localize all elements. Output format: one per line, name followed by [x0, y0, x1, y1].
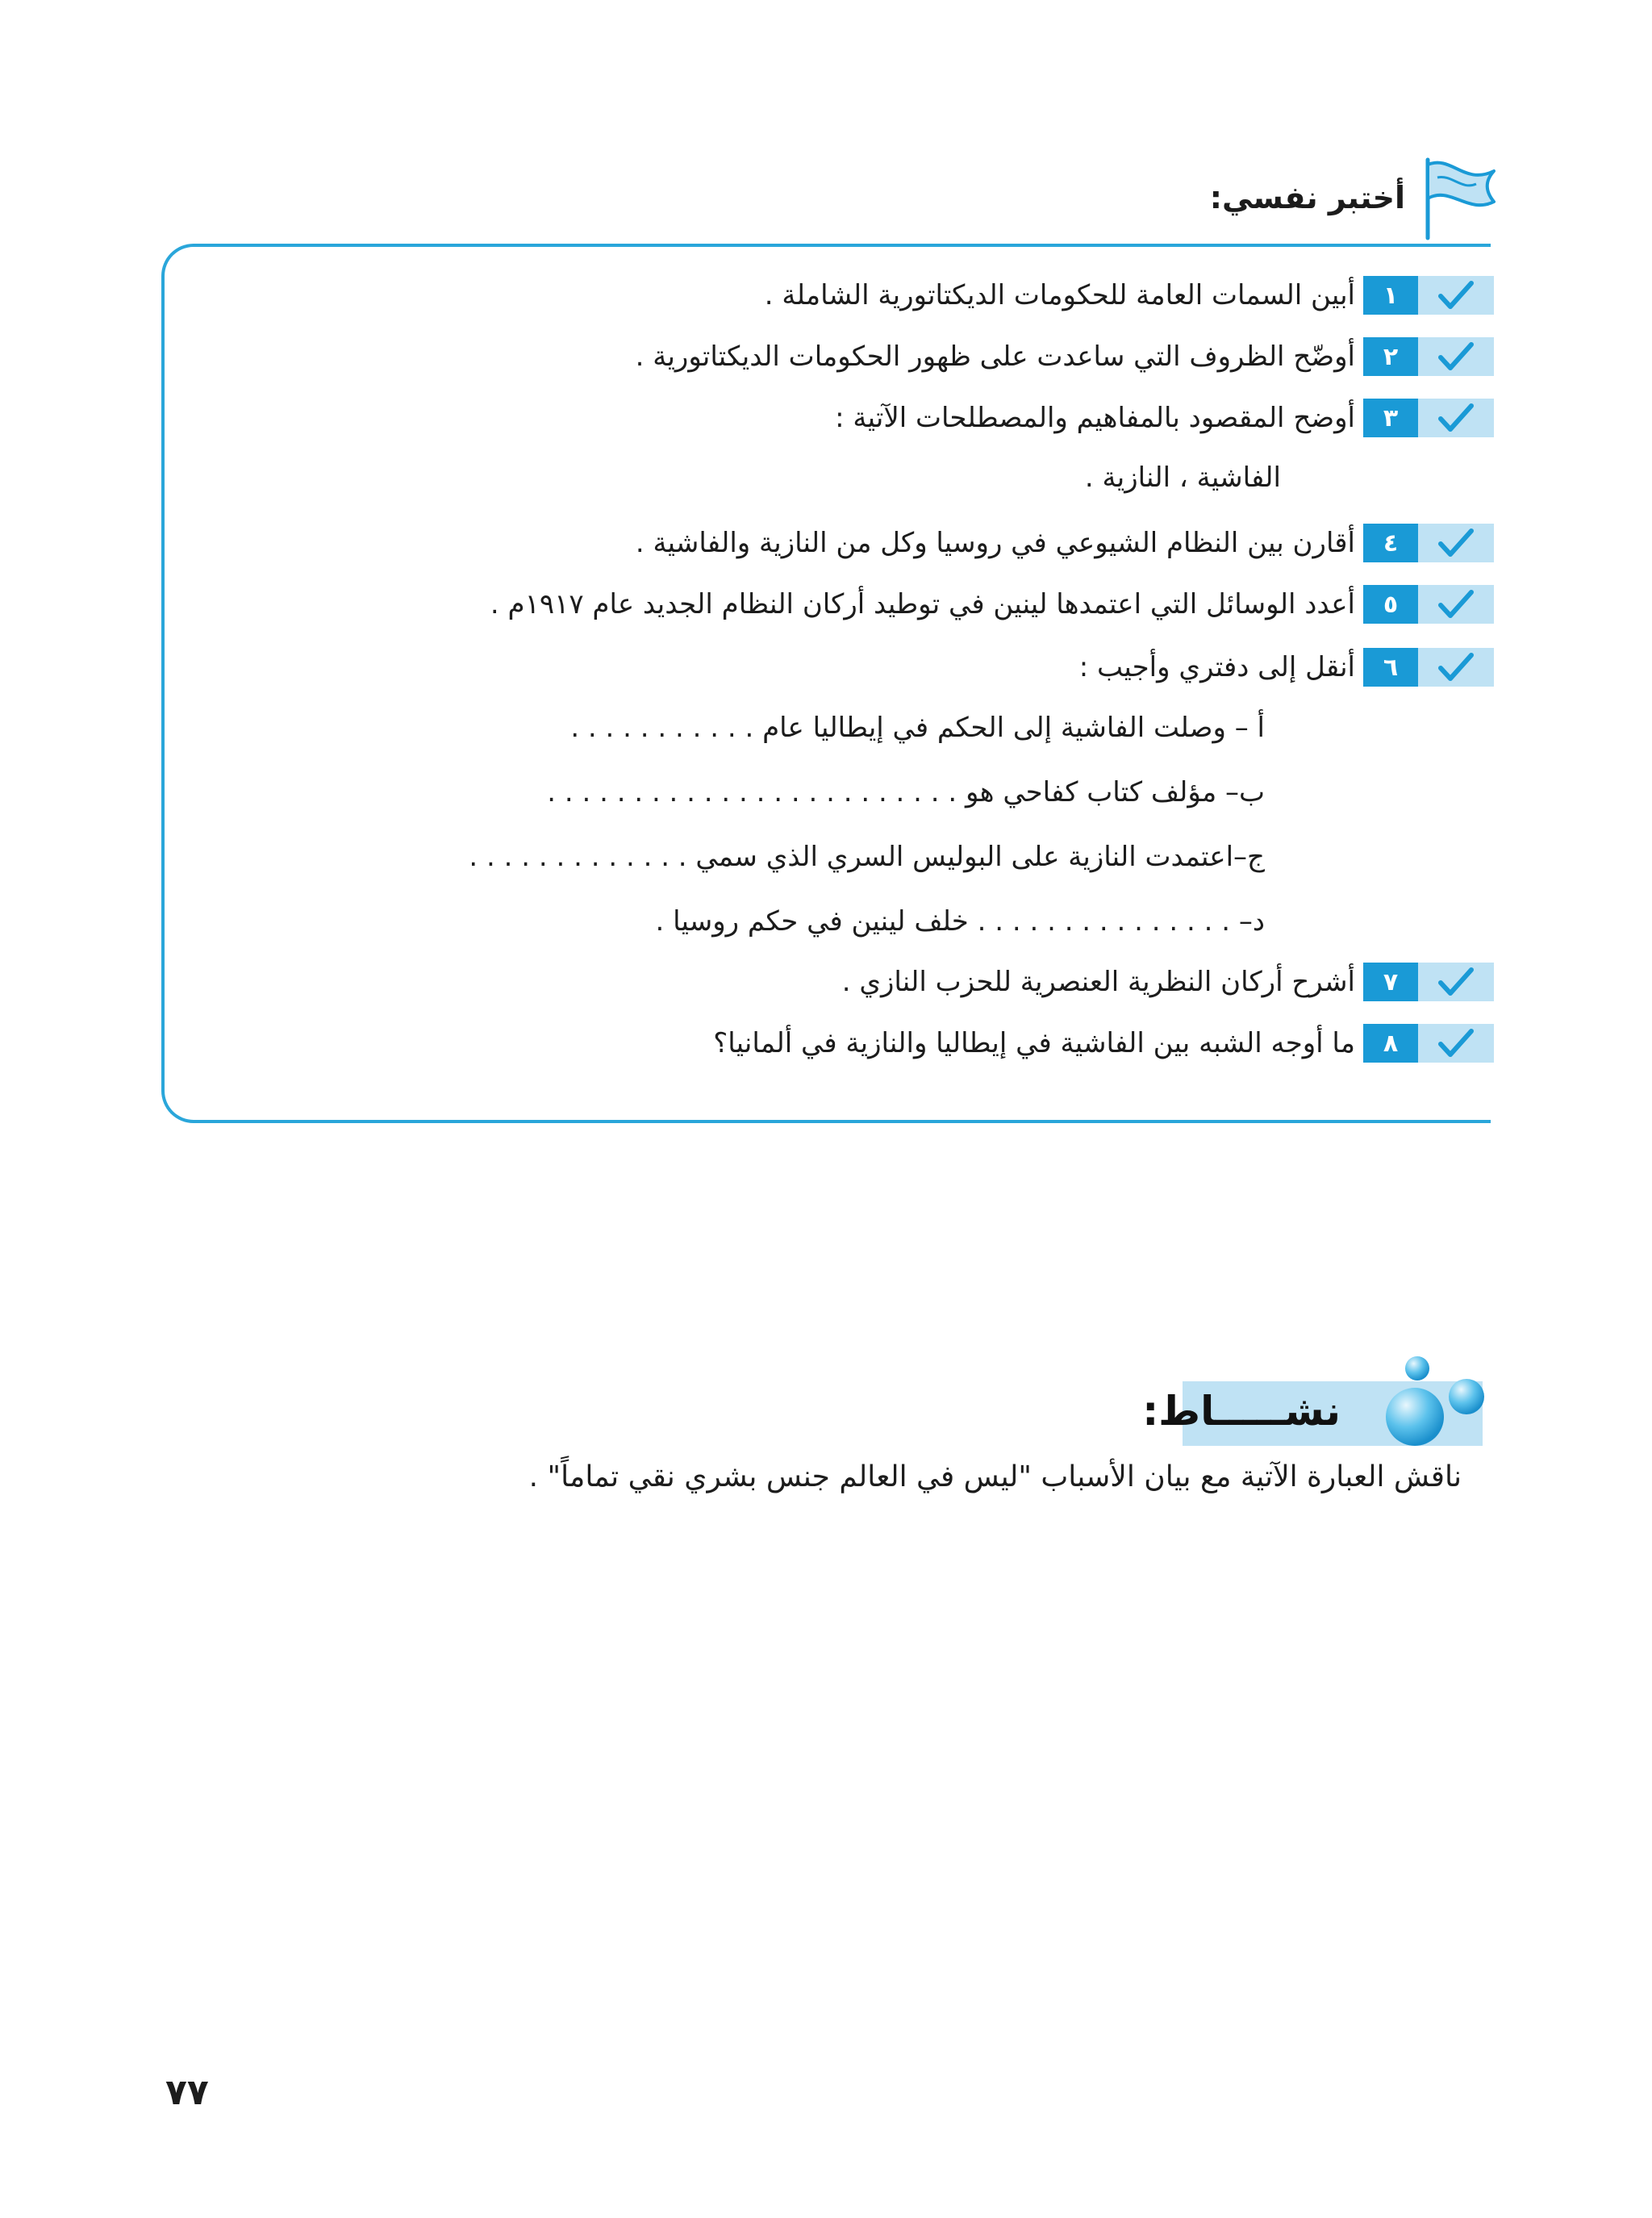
question-number: ٥: [1363, 585, 1418, 624]
page-number: ٧٧: [165, 2072, 209, 2113]
flag-icon: [1420, 153, 1500, 242]
question-8: [713, 1023, 1494, 1063]
question-badge: [1363, 585, 1494, 624]
checkmark-icon: [1418, 524, 1494, 562]
question-badge: [1363, 1024, 1494, 1063]
self-test-title: أختبر نفسي:: [1209, 180, 1405, 215]
question-text: ما أوجه الشبه بين الفاشية في إيطاليا والنازية في ألمانيا؟: [713, 1027, 1355, 1059]
checkmark-icon: [1418, 648, 1494, 687]
question-3: [835, 398, 1494, 438]
question-number: ١: [1363, 276, 1418, 315]
checkmark-icon: [1418, 337, 1494, 376]
question-text: أوضح المقصود بالمفاهيم والمصطلحات الآتية :: [835, 402, 1355, 434]
question-number: ٧: [1363, 963, 1418, 1001]
activity-text: ناقش العبارة الآتية مع بيان الأسباب "ليس في العالم جنس بشري نقي تماماً" .: [528, 1460, 1462, 1493]
question-text: أبين السمات العامة للحكومات الديكتاتورية الشاملة .: [764, 279, 1355, 311]
question-5: [490, 584, 1494, 624]
question-badge: [1363, 648, 1494, 687]
question-6: [1079, 647, 1494, 687]
checkmark-icon: [1418, 963, 1494, 1001]
question-7: [842, 962, 1494, 1002]
bubbles-icon: [1381, 1352, 1502, 1457]
checkmark-icon: [1418, 1024, 1494, 1063]
question-number: ٨: [1363, 1024, 1418, 1063]
question-2: [636, 336, 1494, 377]
checkmark-icon: [1418, 585, 1494, 624]
question-4: [636, 523, 1494, 563]
question-text: أوضّح الظروف التي ساعدت على ظهور الحكومات الديكتاتورية .: [635, 340, 1355, 373]
question-6-item-a: أ – وصلت الفاشية إلى الحكم في إيطاليا عام . . . . . . . . . . .: [570, 712, 1265, 744]
question-text: أعدد الوسائل التي اعتمدها لينين في توطيد أركان النظام الجديد عام ١٩١٧م .: [490, 588, 1355, 620]
question-6-item-b: ب– مؤلف كتاب كفاحي هو . . . . . . . . . . . . . . . . . . . . . . . .: [547, 776, 1265, 808]
checkmark-icon: [1418, 399, 1494, 437]
question-text: أقارن بين النظام الشيوعي في روسيا وكل من النازية والفاشية .: [635, 527, 1355, 559]
activity-title: نشـــــاط:: [1142, 1388, 1341, 1435]
question-number: ٣: [1363, 399, 1418, 437]
question-3-terms: الفاشية ، النازية .: [1084, 462, 1281, 494]
question-1: [765, 275, 1494, 315]
question-number: ٤: [1363, 524, 1418, 562]
question-number: ٦: [1363, 648, 1418, 687]
question-badge: [1363, 276, 1494, 315]
question-badge: [1363, 337, 1494, 376]
question-6-item-c: ج–اعتمدت النازية على البوليس السري الذي سمي . . . . . . . . . . . . .: [469, 841, 1265, 873]
self-test-header: [1210, 153, 1500, 242]
question-badge: [1363, 524, 1494, 562]
question-text: أنقل إلى دفتري وأجيب :: [1078, 651, 1355, 683]
question-6-item-d: د– . . . . . . . . . . . . . . . خلف لينين في حكم روسيا .: [655, 905, 1265, 938]
question-number: ٢: [1363, 337, 1418, 376]
question-badge: [1363, 963, 1494, 1001]
checkmark-icon: [1418, 276, 1494, 315]
question-badge: [1363, 399, 1494, 437]
question-text: أشرح أركان النظرية العنصرية للحزب النازي .: [841, 966, 1355, 998]
